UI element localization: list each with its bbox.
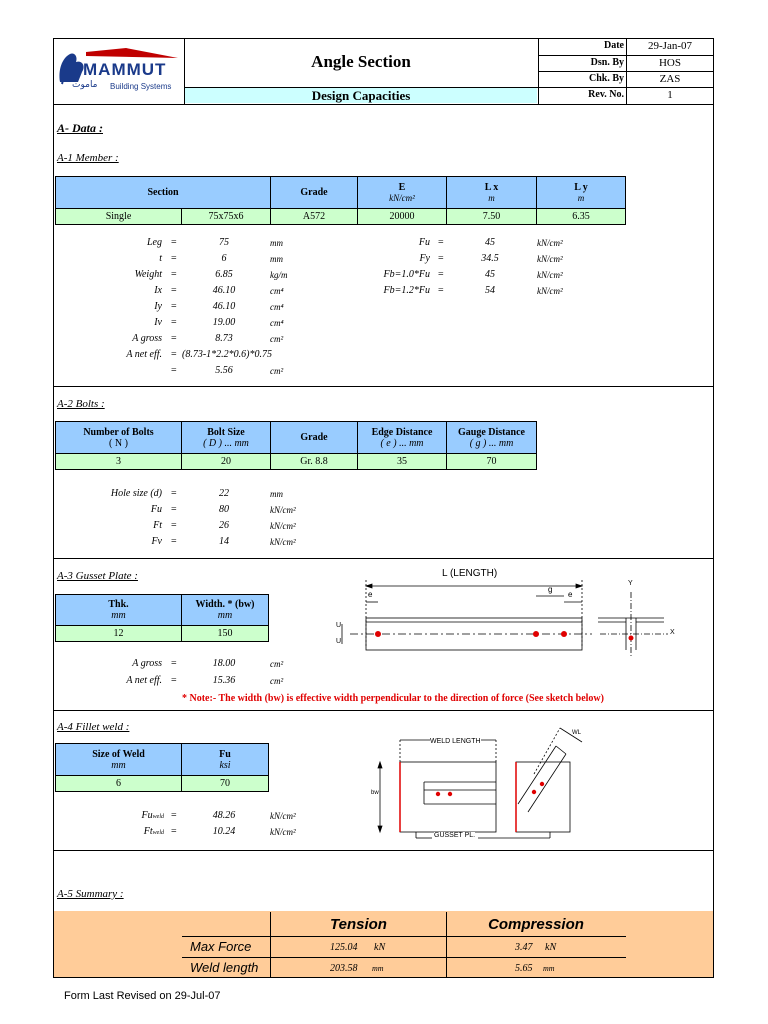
bolts-header-e	[357, 421, 447, 454]
prop-value: 75	[219, 237, 229, 248]
prop-unit: kN/cm²	[270, 505, 296, 515]
summary-label-weld-length: Weld length	[190, 960, 259, 975]
prop-eq: =	[171, 285, 177, 296]
prop-label: Fu	[150, 504, 162, 515]
prop-unit: kN/cm²	[537, 238, 563, 248]
prop-eq: =	[171, 675, 177, 686]
member-header-ly-unit: m	[577, 192, 585, 203]
fillet-header-fu-label: Fu	[219, 748, 231, 760]
sketch-g: g	[548, 585, 553, 594]
sketch-length-label: L (LENGTH)	[442, 568, 498, 579]
bolts-header-e-label: Edge Distance	[371, 426, 433, 438]
prop-label: Iy	[154, 301, 162, 312]
prop-label: t	[159, 253, 162, 264]
prop-unit: kN/cm²	[270, 537, 296, 547]
member-header-lx-unit: m	[488, 192, 495, 203]
prop-value: 6.85	[215, 269, 233, 280]
bolts-cell-grade: Gr. 8.8	[270, 453, 358, 470]
prop-value: 15.36	[212, 675, 236, 686]
wl-label: WL	[572, 730, 581, 736]
member-header-grade: Grade	[270, 176, 358, 209]
prop-unit: kN/cm²	[270, 521, 296, 531]
logo-arabic: ماموت	[72, 80, 98, 90]
prop-label	[80, 826, 164, 837]
fillet-cell-fu: 70	[181, 775, 269, 792]
prop-label: Ix	[154, 285, 162, 296]
prop-value: 80	[219, 504, 229, 515]
prop-label: Fu	[418, 237, 430, 248]
meta-label: Chk. By	[588, 73, 624, 84]
prop-value: 48.26	[212, 810, 236, 821]
prop-eq: =	[171, 237, 177, 248]
logo-wordmark: MAMMUT	[83, 60, 167, 79]
gusset-header-width	[181, 594, 269, 626]
prop-label: Ft	[153, 520, 162, 531]
member-header-ly	[536, 176, 626, 209]
prop-eq: =	[438, 237, 444, 248]
section-fillet-title: A-4 Fillet weld :	[57, 721, 130, 733]
fillet-cell-size: 6	[55, 775, 182, 792]
prop-value: 14	[219, 536, 229, 547]
prop-unit: mm	[270, 254, 283, 264]
sketch-y: Y	[628, 580, 633, 587]
prop-eq: =	[171, 536, 177, 547]
bolts-header-d-sub: ( D ) ... mm	[203, 437, 249, 449]
member-header-e	[357, 176, 447, 209]
prop-label: Weight	[134, 269, 162, 280]
fillet-header-size-label: Size of Weld	[92, 748, 145, 760]
prop-eq: =	[171, 810, 177, 821]
bolts-header-e-sub: ( e ) ... mm	[380, 437, 424, 449]
prop-label: Fv	[151, 536, 162, 547]
prop-label: Leg	[147, 237, 162, 248]
summary-label-max-force: Max Force	[190, 939, 252, 954]
member-cell-type: Single	[55, 208, 182, 225]
page-subtitle: Design Capacities	[185, 88, 537, 103]
company-logo	[56, 44, 182, 94]
gusset-header-thk-unit: mm	[111, 610, 126, 621]
bw-label: bw	[371, 790, 379, 796]
prop-formula: (8.73-1*2.2*0.6)*0.75	[182, 349, 272, 360]
prop-unit: cm²	[270, 676, 284, 686]
prop-unit: cm²	[270, 659, 284, 669]
prop-unit: kN/cm²	[537, 254, 563, 264]
page-title: Angle Section	[311, 52, 411, 71]
prop-label: A net eff.	[126, 675, 162, 686]
member-cell-e: 20000	[357, 208, 447, 225]
bolts-header-n-sub: ( N )	[109, 437, 128, 449]
weld-length-label: WELD LENGTH	[430, 738, 481, 745]
member-cell-ly: 6.35	[536, 208, 626, 225]
prop-eq: =	[171, 658, 177, 669]
summary-compression-value: 3.47	[515, 942, 533, 953]
prop-label-sub: weld	[152, 830, 164, 836]
member-header-lx-label: L x	[484, 181, 499, 193]
meta-value: 1	[667, 89, 673, 101]
prop-value: 6	[221, 253, 227, 264]
meta-value: ZAS	[659, 73, 681, 85]
prop-label: A gross	[132, 333, 162, 344]
bolts-header-d-label: Bolt Size	[207, 426, 245, 438]
sketch-u-upper: U	[336, 622, 342, 629]
meta-value: 29-Jan-07	[648, 40, 692, 52]
prop-eq: =	[171, 520, 177, 531]
prop-label: Fy	[419, 253, 430, 264]
summary-tension-unit: kN	[374, 942, 386, 953]
bolts-cell-e: 35	[357, 453, 447, 470]
prop-eq: =	[171, 269, 177, 280]
bolts-header-n-label: Number of Bolts	[83, 426, 154, 438]
prop-unit: kN/cm²	[537, 286, 563, 296]
prop-value: 26	[219, 520, 229, 531]
meta-label: Date	[604, 40, 624, 51]
sketch-x: X	[670, 629, 675, 636]
prop-label-text: Ft	[143, 826, 153, 837]
member-header-e-unit: kN/cm²	[389, 192, 415, 203]
meta-label: Dsn. By	[590, 57, 624, 68]
prop-value: 45	[485, 269, 495, 280]
prop-eq: =	[171, 826, 177, 837]
summary-compression-unit: mm	[543, 964, 555, 973]
fillet-header-fu	[181, 743, 269, 776]
section-member-title: A-1 Member :	[57, 152, 119, 164]
prop-eq: =	[171, 317, 177, 328]
prop-label-text: Fu	[141, 810, 153, 821]
member-cell-size: 75x75x6	[181, 208, 271, 225]
gusset-note: * Note:- The width (bw) is effective width perpendicular to the direction of force (See sketch below)	[182, 693, 604, 704]
summary-header-tension: Tension	[330, 916, 387, 933]
prop-unit: kN/cm²	[270, 811, 296, 821]
bolts-header-d	[181, 421, 271, 454]
prop-label: Iv	[154, 317, 162, 328]
gusset-header-thk	[55, 594, 182, 626]
prop-eq: =	[171, 333, 177, 344]
prop-eq: =	[171, 365, 177, 376]
sketch-e-right: e	[568, 590, 573, 599]
meta-label: Rev. No.	[588, 89, 624, 100]
logo-subtitle: Building Systems	[110, 82, 172, 91]
meta-value: HOS	[658, 57, 681, 69]
prop-value: 19.00	[212, 317, 236, 328]
section-gusset-title: A-3 Gusset Plate :	[57, 570, 138, 582]
summary-compression-value: 5.65	[515, 963, 533, 974]
bolts-cell-d: 20	[181, 453, 271, 470]
bolts-header-grade: Grade	[270, 421, 358, 454]
gusset-header-thk-label: Thk.	[108, 599, 129, 610]
prop-label-sub: weld	[152, 814, 164, 820]
prop-eq: =	[171, 253, 177, 264]
sketch-u-lower: U	[336, 638, 342, 645]
sketch-e-left: e	[368, 590, 373, 599]
prop-value: 22	[219, 488, 229, 499]
prop-eq: =	[171, 349, 177, 360]
prop-eq: =	[171, 504, 177, 515]
prop-unit: kN/cm²	[270, 827, 296, 837]
prop-unit: kg/m	[270, 270, 288, 280]
prop-value: 46.10	[212, 285, 236, 296]
prop-unit: cm²	[270, 366, 284, 376]
prop-value: 8.73	[215, 333, 233, 344]
fillet-header-size-unit: mm	[111, 759, 126, 771]
bolts-header-g-label: Gauge Distance	[458, 426, 525, 438]
gusset-header-width-unit: mm	[217, 610, 233, 621]
prop-value: 45	[485, 237, 495, 248]
summary-compression-unit: kN	[545, 942, 557, 953]
summary-tension-value: 203.58	[330, 963, 358, 974]
member-header-ly-label: L y	[574, 181, 588, 193]
prop-eq: =	[171, 488, 177, 499]
bolts-cell-n: 3	[55, 453, 182, 470]
prop-label: Fb=1.2*Fu	[383, 285, 430, 296]
bolts-header-g-sub: ( g ) ... mm	[469, 437, 514, 449]
bolts-cell-g: 70	[446, 453, 537, 470]
summary-tension-value: 125.04	[330, 942, 358, 953]
prop-eq: =	[438, 285, 444, 296]
prop-eq: =	[171, 301, 177, 312]
member-header-lx	[446, 176, 537, 209]
prop-label: A net eff.	[126, 349, 162, 360]
prop-unit: kN/cm²	[537, 270, 563, 280]
prop-label	[80, 810, 164, 821]
prop-eq: =	[438, 269, 444, 280]
prop-eq: =	[438, 253, 444, 264]
bolts-header-n	[55, 421, 182, 454]
prop-unit: mm	[270, 489, 283, 499]
section-a-data-title: A- Data :	[57, 121, 103, 135]
prop-label: A gross	[132, 658, 162, 669]
prop-value: 10.24	[212, 826, 236, 837]
form-revision-footer: Form Last Revised on 29-Jul-07	[64, 990, 221, 1002]
prop-value: 18.00	[212, 658, 236, 669]
gusset-cell-thk: 12	[55, 625, 182, 642]
prop-value: 34.5	[481, 253, 499, 264]
gusset-cell-width: 150	[181, 625, 269, 642]
prop-value: 54	[485, 285, 495, 296]
bolt-layout-sketch	[330, 566, 710, 662]
member-cell-grade: A572	[270, 208, 358, 225]
member-header-e-label: E	[398, 181, 406, 193]
prop-unit: mm	[270, 238, 283, 248]
fillet-header-fu-unit: ksi	[219, 759, 231, 771]
prop-unit: cm²	[270, 334, 284, 344]
summary-header-compression: Compression	[488, 916, 584, 933]
prop-unit: cm⁴	[270, 318, 284, 328]
prop-unit: cm⁴	[270, 286, 284, 296]
gusset-header-width-label: Width. * (bw)	[195, 599, 255, 610]
member-cell-lx: 7.50	[446, 208, 537, 225]
weld-sketch	[370, 718, 590, 844]
prop-unit: cm⁴	[270, 302, 284, 312]
section-bolts-title: A-2 Bolts :	[57, 398, 105, 410]
prop-value: 46.10	[212, 301, 236, 312]
member-header-section: Section	[55, 176, 271, 209]
prop-value: 5.56	[215, 365, 233, 376]
fillet-header-size	[55, 743, 182, 776]
summary-tension-unit: mm	[372, 964, 384, 973]
gusset-pl-label: GUSSET PL.	[434, 832, 476, 839]
prop-label: Fb=1.0*Fu	[383, 269, 430, 280]
section-summary-title: A-5 Summary :	[57, 888, 124, 900]
bolts-header-g	[446, 421, 537, 454]
prop-label: Hole size (d)	[110, 488, 162, 499]
